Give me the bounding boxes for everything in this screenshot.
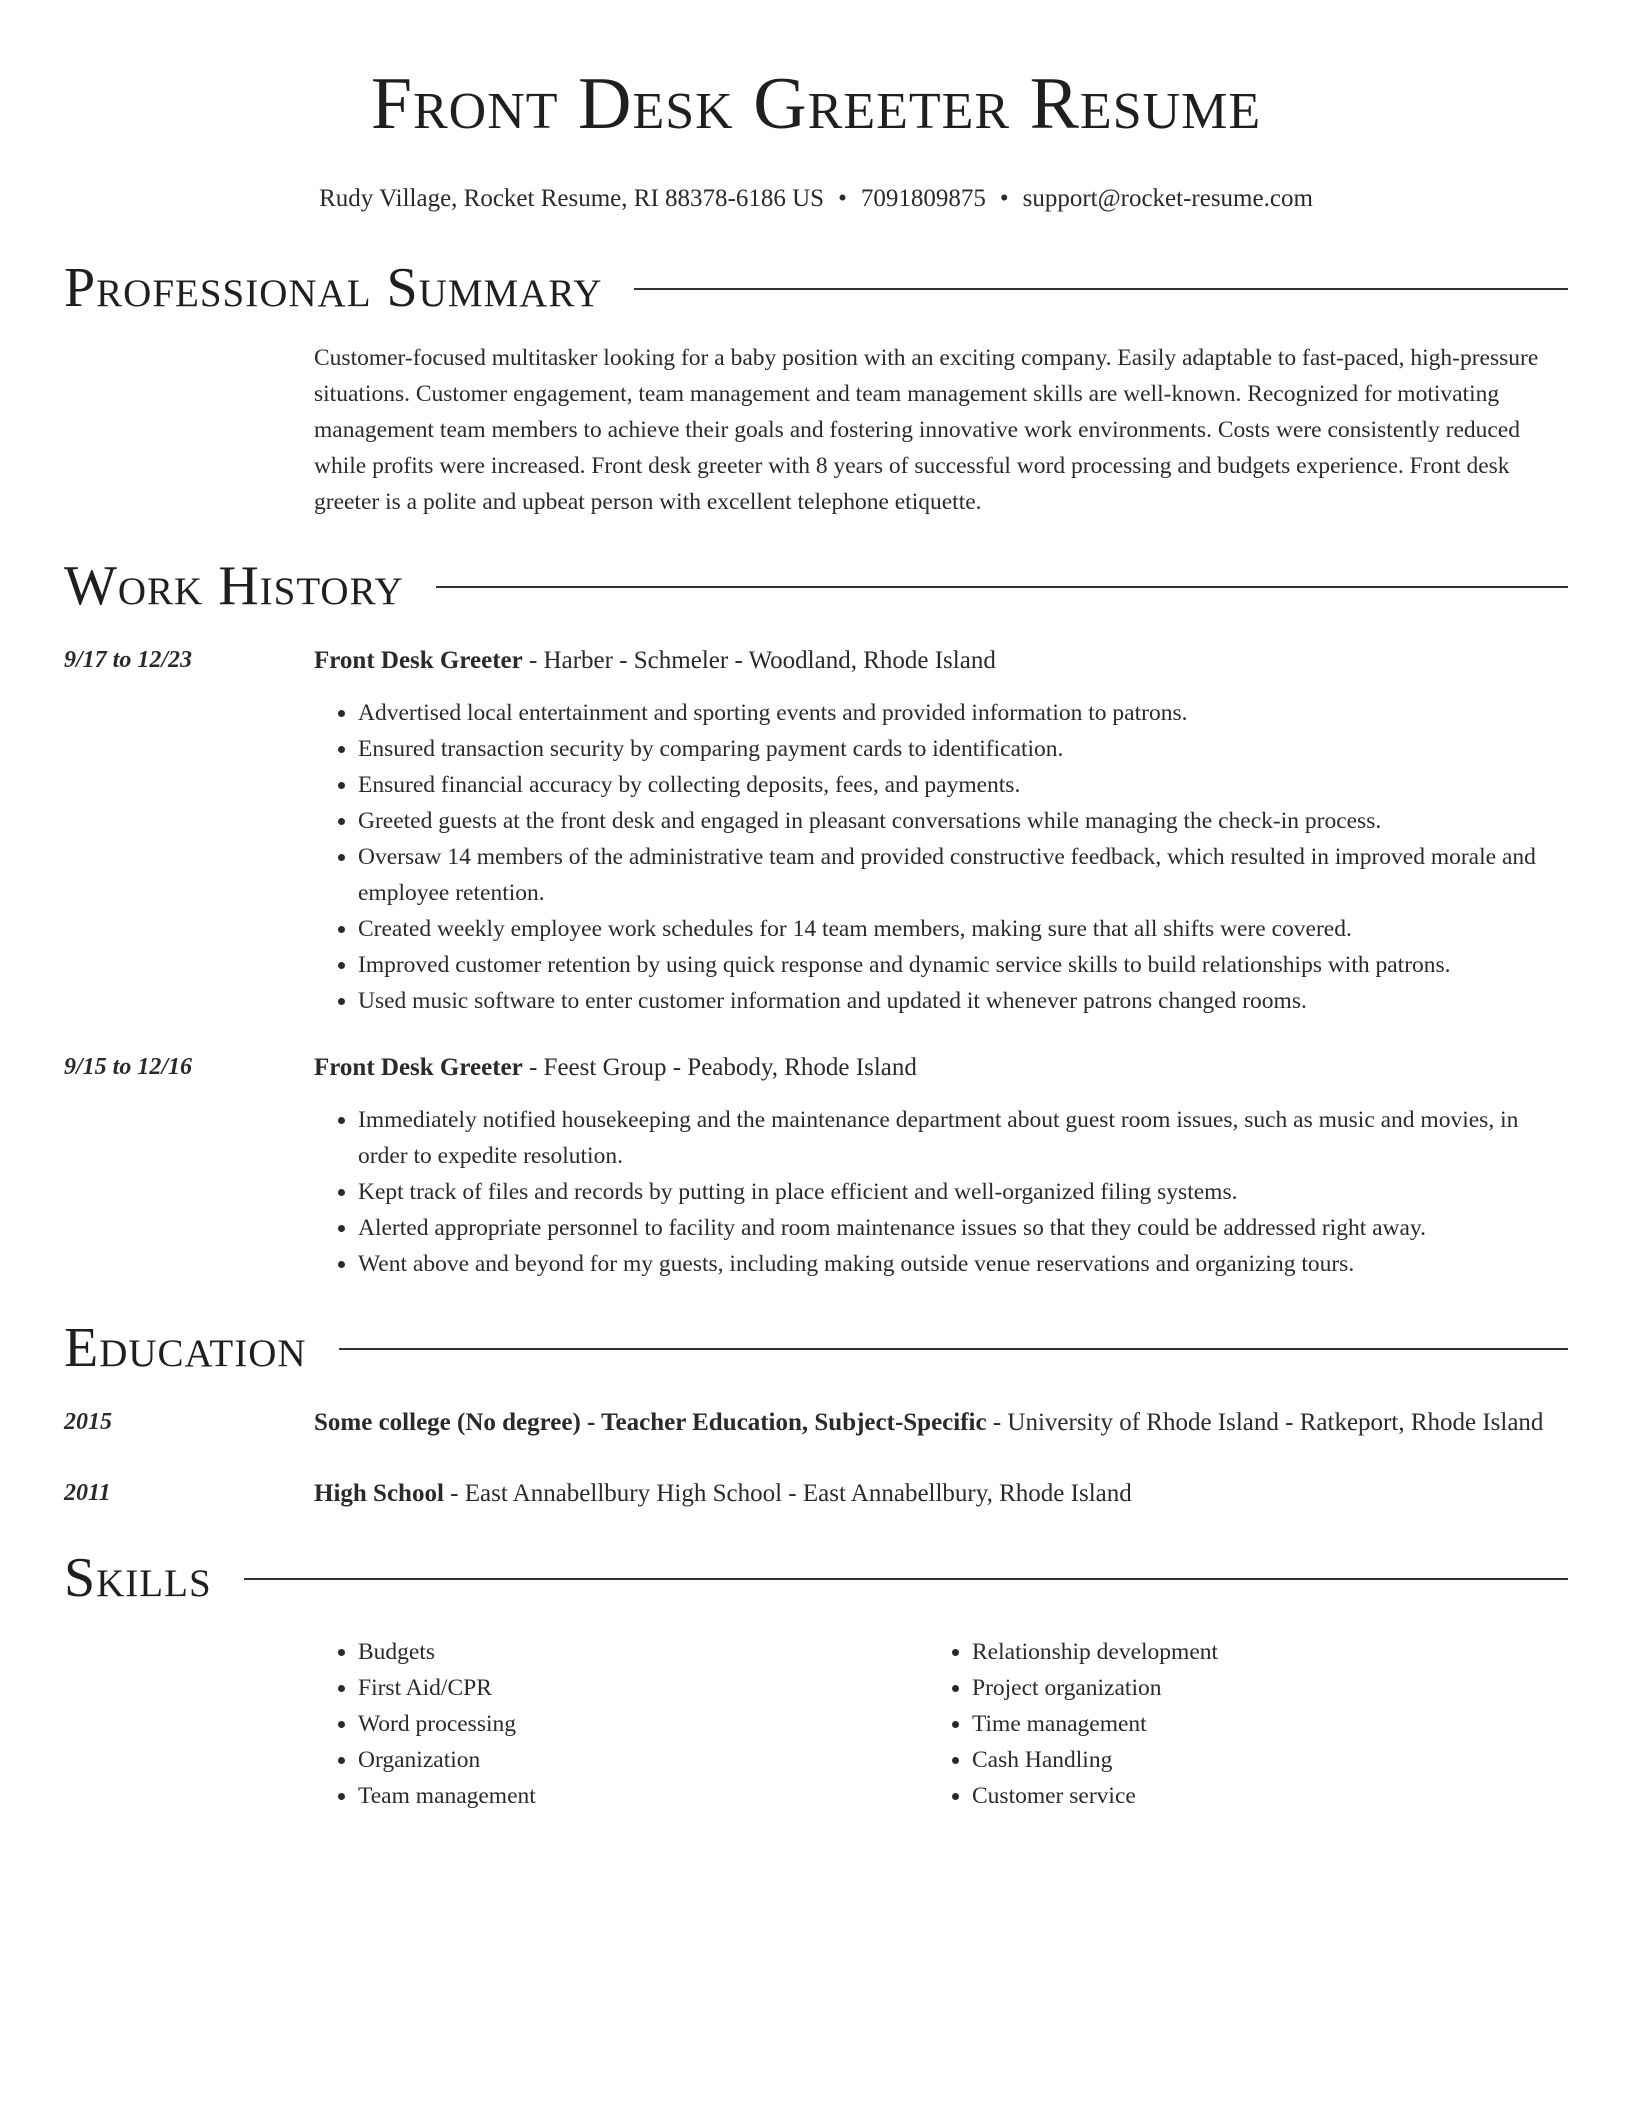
job-duty: • Ensured transaction security by comparing payment cards to identification.: [358, 731, 1568, 767]
job-heading: [314, 642, 1568, 679]
skill-item: • Relationship development: [972, 1634, 1542, 1670]
summary-text: Customer-focused multitasker looking for a baby position with an exciting company. Easily adaptable to fast-paced, high-pressure situations. Customer engagement, team management and team management skills are well-known. Recognized for motivating management team members to achieve their goals and fostering innovative work environments. Costs were consistently reduced while profits were increased. Front desk greeter with 8 years of successful word processing and budgets experience. Front desk greeter is a polite and upbeat person with excellent telephone etiquette.: [314, 345, 1539, 515]
skills-list-right: [928, 1634, 1542, 1814]
skills-list-left: [314, 1634, 928, 1814]
section-title-education: Education: [64, 1317, 307, 1379]
job-duty: • Went above and beyond for my guests, including making outside venue reservations and organizing tours.: [358, 1246, 1568, 1282]
job-duty: • Improved customer retention by using quick response and dynamic service skills to build relationships with patrons.: [358, 947, 1568, 983]
section-header-summary: [64, 256, 1568, 320]
skill-item: • Organization: [358, 1742, 928, 1778]
education-body: [314, 1404, 1568, 1441]
job-heading: [314, 1049, 1568, 1086]
contact-email: support@rocket-resume.com: [1022, 185, 1313, 212]
skills-columns: [314, 1634, 1568, 1814]
job-duty: • Ensured financial accuracy by collecting deposits, fees, and payments.: [358, 767, 1568, 803]
section-divider: [339, 1348, 1568, 1350]
job-duty: • Kept track of files and records by putting in place efficient and well-organized filing systems.: [358, 1174, 1568, 1210]
job-dates: 9/15 to 12/16: [64, 1054, 193, 1080]
resume-title: Front Desk Greeter Resume: [370, 63, 1262, 145]
education-details: - East Annabellbury High School - East Annabellbury, Rhode Island: [443, 1480, 1132, 1507]
job-duties-list: [314, 1102, 1568, 1282]
education-heading: [314, 1475, 1568, 1512]
job-duty: • Used music software to enter customer information and updated it whenever patrons changed rooms.: [358, 983, 1568, 1019]
job-details: - Feest Group - Peabody, Rhode Island: [522, 1054, 917, 1081]
skill-item: • Budgets: [358, 1634, 928, 1670]
job-duty: • Immediately notified housekeeping and the maintenance department about guest room issues, such as music and movies, in order to expedite resolution.: [358, 1102, 1568, 1174]
education-body: [314, 1475, 1568, 1512]
education-heading: [314, 1404, 1568, 1441]
section-header-work-history: [64, 554, 1568, 618]
section-divider: [244, 1578, 1568, 1580]
job-duty: • Oversaw 14 members of the administrative team and provided constructive feedback, which resulted in improved morale and employee retention.: [358, 839, 1568, 911]
job-title: Front Desk Greeter: [314, 1054, 523, 1081]
skill-item: • Cash Handling: [972, 1742, 1542, 1778]
education-year: 2015: [64, 1409, 112, 1435]
job-duty: • Advertised local entertainment and sporting events and provided information to patrons.: [358, 695, 1568, 731]
job-body: [314, 642, 1568, 1019]
job-duty: • Alerted appropriate personnel to facility and room maintenance issues so that they could be addressed right away.: [358, 1210, 1568, 1246]
skill-item: • Time management: [972, 1706, 1542, 1742]
job-title: Front Desk Greeter: [314, 647, 523, 674]
job-details: - Harber - Schmeler - Woodland, Rhode Island: [522, 647, 996, 674]
section-divider: [634, 288, 1568, 290]
section-title-skills: Skills: [64, 1547, 212, 1609]
contact-separator: •: [999, 185, 1009, 212]
education-entry: [64, 1404, 1568, 1441]
skill-item: • Project organization: [972, 1670, 1542, 1706]
skill-item: • Team management: [358, 1778, 928, 1814]
job-duty: • Greeted guests at the front desk and engaged in pleasant conversations while managing the check-in process.: [358, 803, 1568, 839]
job-body: [314, 1049, 1568, 1282]
education-details: - University of Rhode Island - Ratkeport, Rhode Island: [986, 1409, 1544, 1436]
section-title-work-history: Work History: [64, 555, 404, 617]
section-header-education: [64, 1316, 1568, 1380]
contact-phone: 7091809875: [860, 185, 986, 212]
education-degree: High School: [314, 1480, 444, 1507]
job-dates: 9/17 to 12/23: [64, 647, 193, 673]
job-entry: [64, 642, 1568, 1019]
job-duty: • Created weekly employee work schedules for 14 team members, making sure that all shifts were covered.: [358, 911, 1568, 947]
education-entry: [64, 1475, 1568, 1512]
job-entry: [64, 1049, 1568, 1282]
education-degree: Some college (No degree) - Teacher Education, Subject-Specific: [314, 1409, 987, 1436]
section-header-skills: [64, 1546, 1568, 1610]
contact-separator: •: [838, 185, 847, 212]
contact-line: [64, 184, 1568, 214]
section-title-summary: Professional Summary: [64, 257, 603, 319]
skill-item: • Word processing: [358, 1706, 928, 1742]
job-duties-list: [314, 695, 1568, 1019]
education-year: 2011: [64, 1480, 111, 1506]
section-divider: [436, 586, 1568, 588]
contact-address: Rudy Village, Rocket Resume, RI 88378-6186 US: [319, 185, 825, 212]
skill-item: • Customer service: [972, 1778, 1542, 1814]
skill-item: • First Aid/CPR: [358, 1670, 928, 1706]
